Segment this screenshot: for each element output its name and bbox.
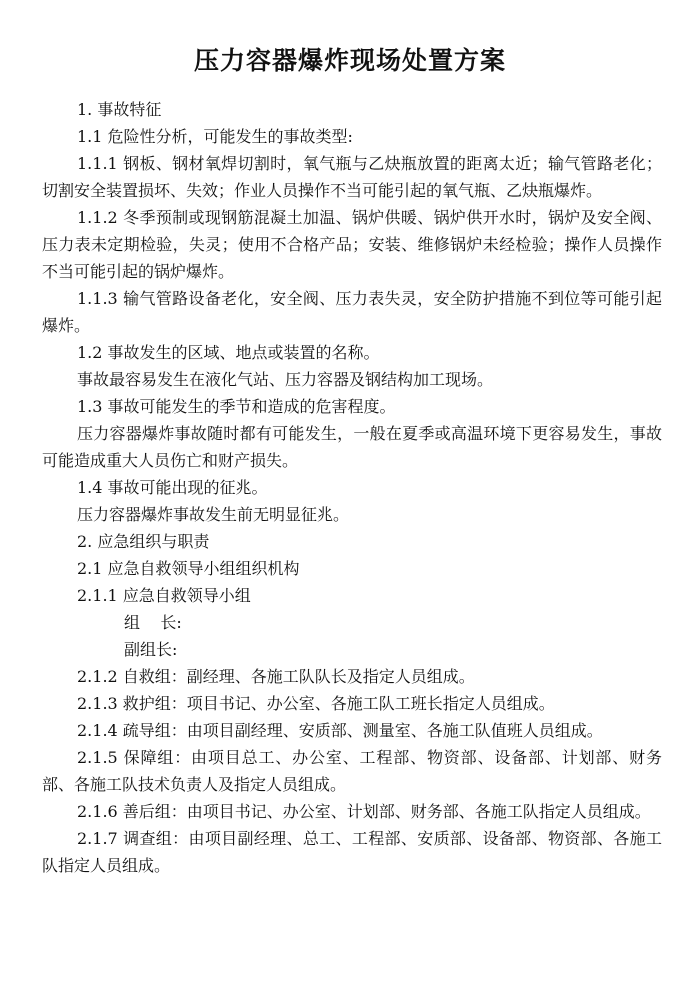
subsection-heading: 1.3 事故可能发生的季节和造成的危害程度。: [77, 397, 396, 416]
paragraph: 1.1.2 冬季预制或现钢筋混凝土加温、锅炉供暖、锅炉供开水时，锅炉及安全阀、压力表未定期检验，失灵；使用不合格产品；安装、维修锅炉未经检验；操作人员操作不当可能引起的锅炉爆炸。: [42, 208, 662, 281]
paragraph: 1.1.1 钢板、钢材氧焊切割时，氧气瓶与乙炔瓶放置的距离太近；输气管路老化；切割安全装置损坏、失效；作业人员操作不当可能引起的氧气瓶、乙炔瓶爆炸。: [42, 154, 662, 200]
section-heading: 1. 事故特征: [77, 100, 162, 119]
paragraph: 2.1.4 疏导组：由项目副经理、安质部、测量室、各施工队值班人员组成。: [77, 721, 603, 740]
paragraph: 2.1.5 保障组：由项目总工、办公室、工程部、物资部、设备部、计划部、财务部、各施工队技术负责人及指定人员组成。: [42, 748, 662, 794]
paragraph: 2.1.2 自救组：副经理、各施工队队长及指定人员组成。: [77, 667, 475, 686]
paragraph: 压力容器爆炸事故发生前无明显征兆。: [77, 505, 350, 524]
document-title: 压力容器爆炸现场处置方案: [193, 46, 506, 75]
subsection-heading: 2.1 应急自救领导小组组织机构: [77, 559, 300, 578]
subsection-heading: 1.2 事故发生的区域、地点或装置的名称。: [77, 343, 380, 362]
leader-field: 组 长:: [124, 613, 182, 632]
subsection-heading: 1.4 事故可能出现的征兆。: [77, 478, 268, 497]
subsection-heading: 1.1 危险性分析，可能发生的事故类型:: [77, 127, 353, 146]
subsection-heading: 2.1.1 应急自救领导小组: [77, 586, 251, 605]
paragraph: 2.1.6 善后组：由项目书记、办公室、计划部、财务部、各施工队指定人员组成。: [77, 802, 651, 821]
paragraph: 2.1.7 调查组：由项目副经理、总工、工程部、安质部、设备部、物资部、各施工队指定人员组成。: [42, 829, 662, 875]
section-heading: 2. 应急组织与职责: [77, 532, 210, 551]
document-body: [42, 96, 662, 879]
paragraph: 1.1.3 输气管路设备老化，安全阀、压力表失灵，安全防护措施不到位等可能引起爆炸。: [42, 289, 662, 335]
paragraph: 事故最容易发生在液化气站、压力容器及钢结构加工现场。: [77, 370, 494, 389]
paragraph: 2.1.3 救护组：项目书记、办公室、各施工队工班长指定人员组成。: [77, 694, 555, 713]
deputy-leader-field: 副组长:: [124, 640, 178, 659]
paragraph: 压力容器爆炸事故随时都有可能发生，一般在夏季或高温环境下更容易发生，事故可能造成重大人员伤亡和财产损失。: [42, 424, 662, 470]
